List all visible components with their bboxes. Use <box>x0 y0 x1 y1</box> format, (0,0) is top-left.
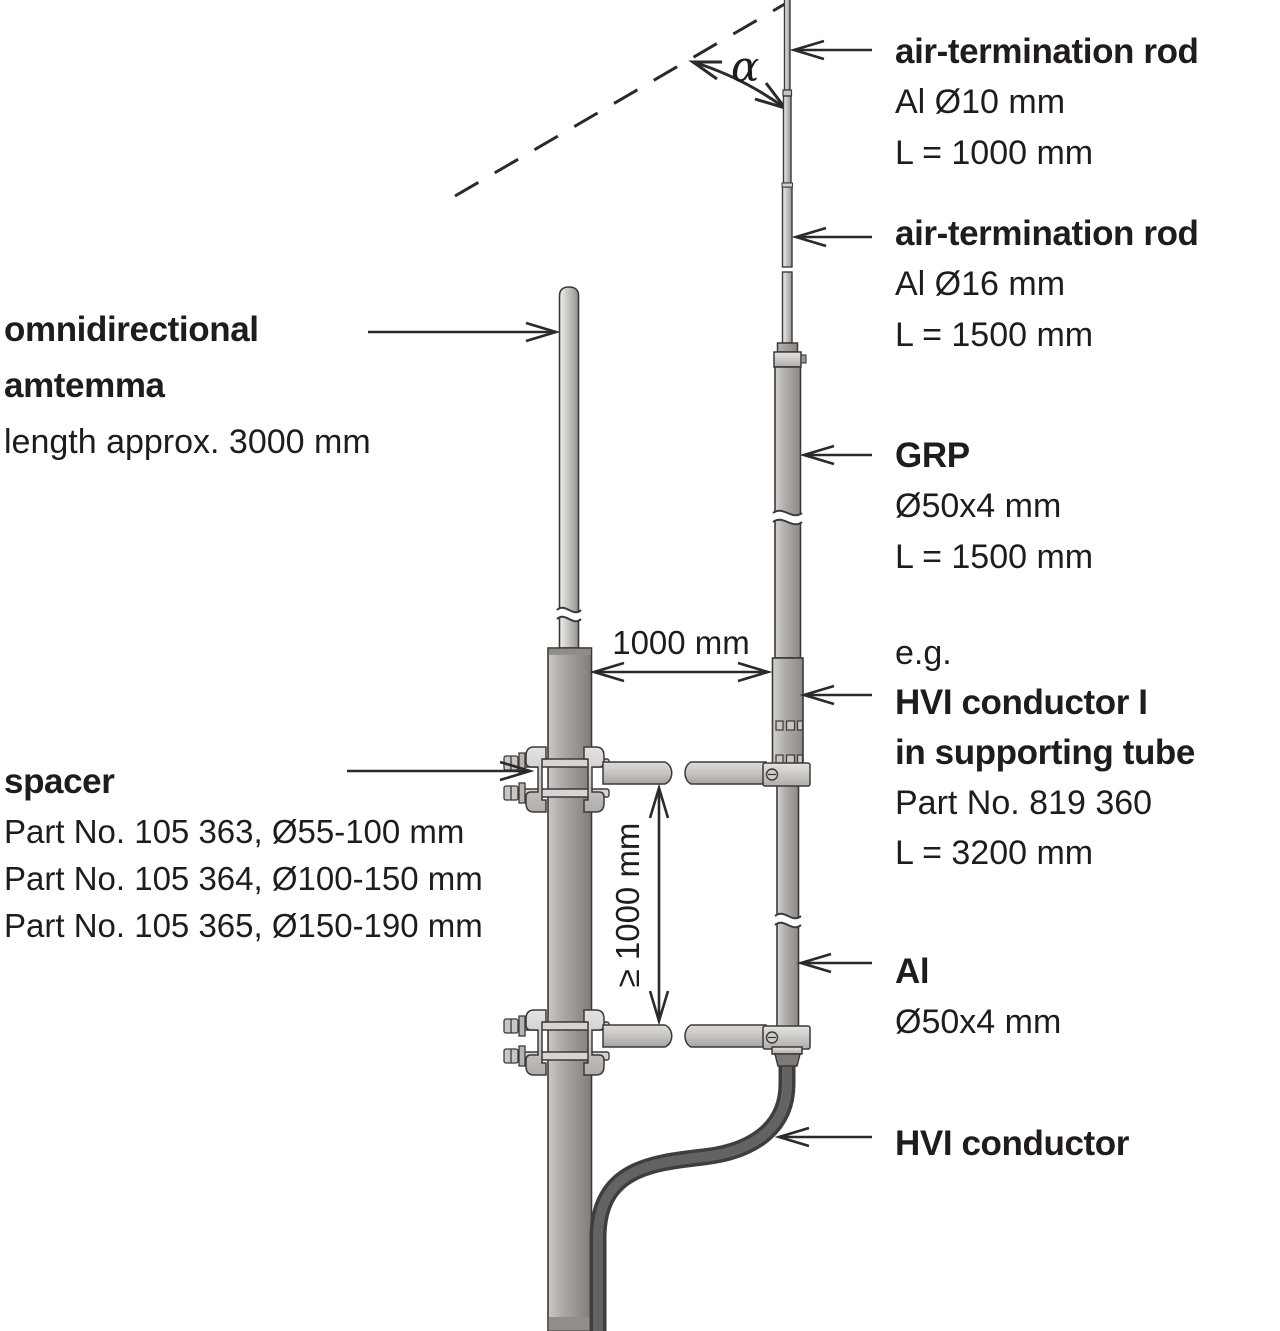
label-air-termination-rod-1 <box>895 26 1199 179</box>
hvi-conductor-title: HVI conductor <box>895 1124 1129 1163</box>
label-antenna <box>4 302 371 470</box>
spacer-part3: Part No. 105 365, Ø150-190 mm <box>4 907 483 944</box>
arrow-hvi-conductor <box>779 1128 872 1146</box>
label-grp <box>895 430 1093 583</box>
spacer-title: spacer <box>4 762 115 801</box>
label-al <box>895 946 1061 1048</box>
antenna-rod <box>560 287 579 648</box>
dim-label-ge-1000mm: ≥ 1000 mm <box>609 822 646 988</box>
spacer-bar-left <box>603 762 672 784</box>
hvi-tube-title2: in supporting tube <box>895 733 1195 772</box>
supporting-tube <box>773 658 804 770</box>
arrow-hvi-tube <box>804 686 872 704</box>
dashed-protection-line <box>455 1 790 196</box>
hvi-tube-title1: HVI conductor I <box>895 683 1148 722</box>
clamp-bracket-left <box>526 747 546 812</box>
arrow-rod2 <box>796 228 872 246</box>
grp-length: L = 1500 mm <box>895 538 1094 576</box>
rod-joint <box>782 183 793 187</box>
rod-sleeve <box>783 90 792 96</box>
antenna-title2: amtemma <box>4 366 165 405</box>
air-termination-rod-10 <box>785 0 791 90</box>
rod2-length: L = 1500 mm <box>895 316 1094 354</box>
label-air-termination-rod-2 <box>895 208 1199 361</box>
alpha-label: α <box>731 42 760 91</box>
hvi-tube-part: Part No. 819 360 <box>895 784 1153 822</box>
label-hvi-tube <box>895 628 1195 878</box>
rod1-length: L = 1000 mm <box>895 134 1094 172</box>
spacer-part1: Part No. 105 363, Ø55-100 mm <box>4 813 465 850</box>
rod2-title: air-termination rod <box>895 214 1199 253</box>
grp-spec: Ø50x4 mm <box>895 487 1062 525</box>
hvi-tube-prefix: e.g. <box>895 634 952 672</box>
antenna-mast-bottom-shade <box>549 1317 591 1331</box>
al-title: Al <box>895 952 930 991</box>
spacer-bar-right <box>685 762 766 784</box>
antenna-title1: omnidirectional <box>4 310 259 349</box>
air-termination-rod-16 <box>783 96 793 343</box>
al-spec: Ø50x4 mm <box>895 1003 1062 1041</box>
rod1-title: air-termination rod <box>895 32 1199 71</box>
arrow-rod1 <box>794 41 872 59</box>
arrow-al <box>801 954 872 972</box>
hvi-cable <box>598 1063 787 1331</box>
antenna-subtitle: length approx. 3000 mm <box>4 423 371 461</box>
label-hvi-conductor <box>895 1118 1129 1169</box>
al-tube-end-cap <box>772 1047 802 1066</box>
label-spacer <box>4 756 483 949</box>
rod2-spec: Al Ø16 mm <box>895 265 1066 303</box>
spacer-part2: Part No. 105 364, Ø100-150 mm <box>4 860 483 897</box>
antenna-mast-top-edge <box>549 649 591 655</box>
grp-top-adapter <box>774 343 806 367</box>
grp-title: GRP <box>895 436 970 475</box>
dim-horizontal-1000 <box>594 663 768 681</box>
dim-label-1000mm: 1000 mm <box>612 624 750 661</box>
rod1-spec: Al Ø10 mm <box>895 83 1066 121</box>
arrow-antenna <box>368 323 556 341</box>
hvi-tube-length: L = 3200 mm <box>895 834 1094 872</box>
arrow-grp <box>804 446 872 464</box>
